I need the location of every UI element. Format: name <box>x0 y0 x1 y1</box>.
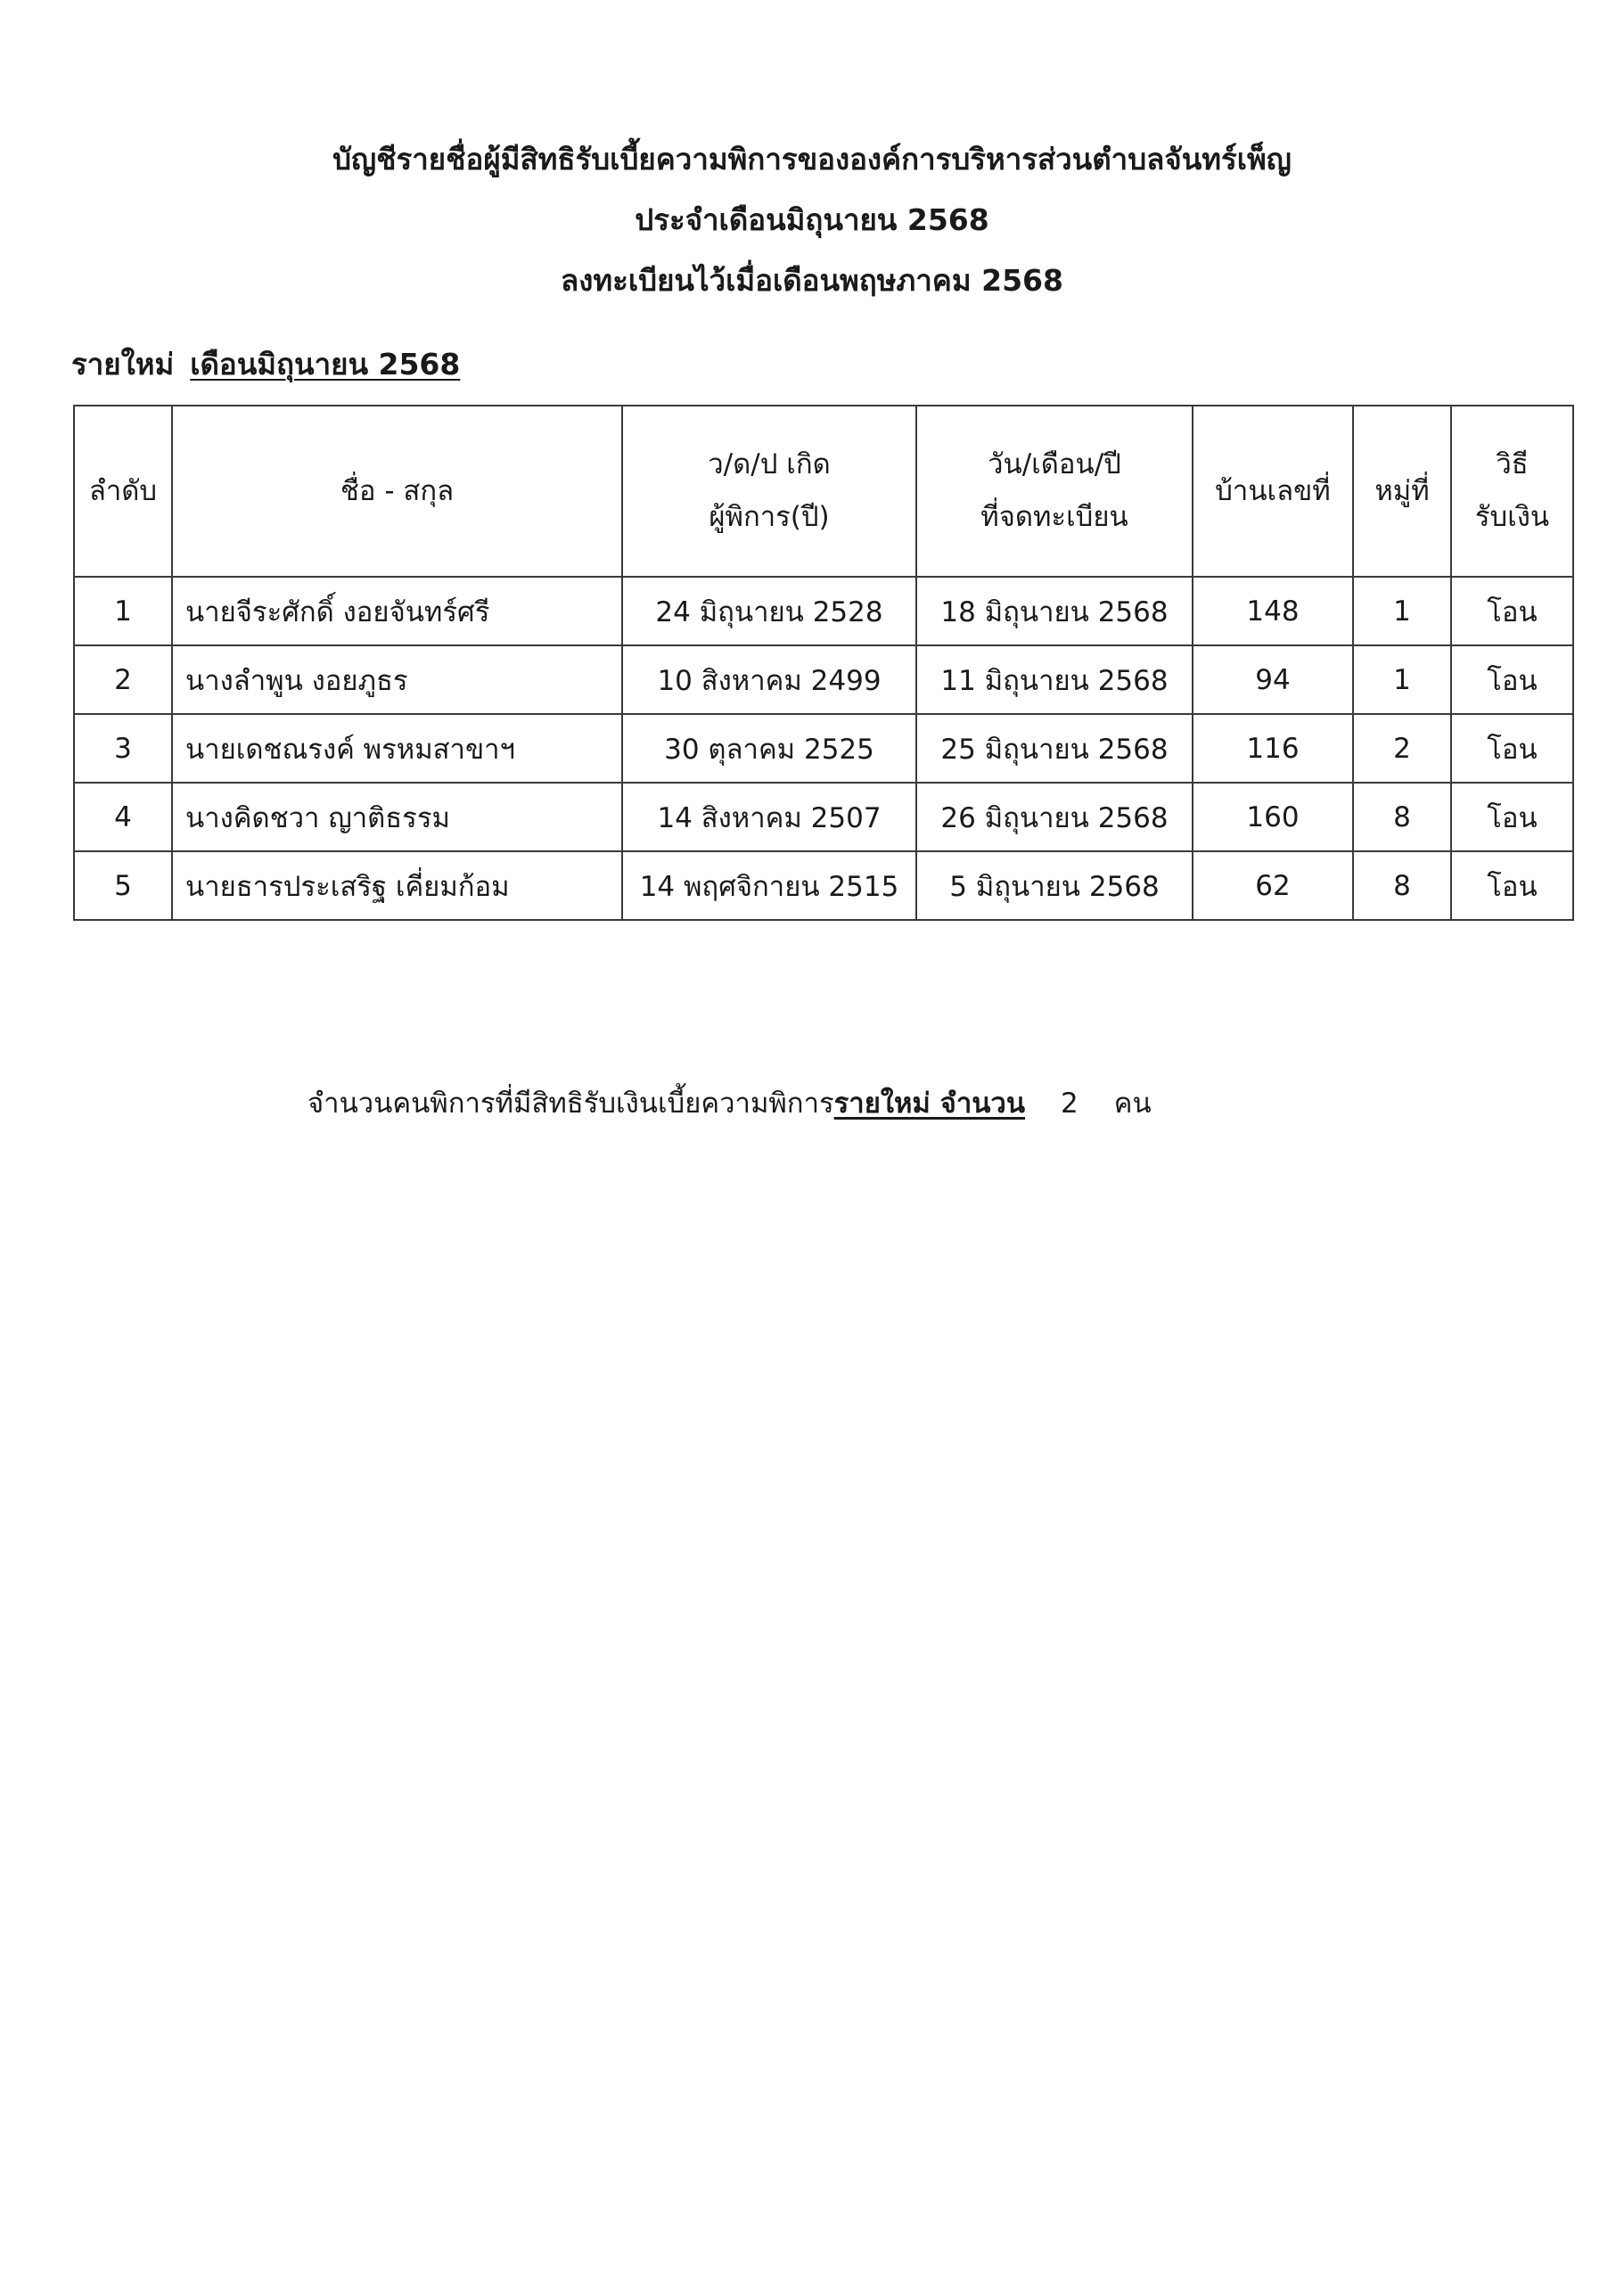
cell-name: นางคิดชวา ญาติธรรม <box>172 783 622 851</box>
cell-moo: 8 <box>1353 851 1451 920</box>
cell-birth-date: 24 มิถุนายน 2528 <box>622 577 916 645</box>
cell-registration-date: 25 มิถุนายน 2568 <box>916 714 1193 783</box>
document-title: บัญชีรายชื่อผู้มีสิทธิรับเบี้ยความพิการขององค์การบริหารส่วนตำบลจันทร์เพ็ญ <box>332 142 1292 176</box>
cell-registration-date: 5 มิถุนายน 2568 <box>916 851 1193 920</box>
section-month: เดือนมิถุนายน 2568 <box>190 347 461 382</box>
cell-payment-method: โอน <box>1451 577 1573 645</box>
cell-no: 1 <box>74 577 172 645</box>
cell-name: นายเดชณรงค์ พรหมสาขาฯ <box>172 714 622 783</box>
summary-count: 2 <box>1061 1088 1079 1120</box>
cell-birth-date: 10 สิงหาคม 2499 <box>622 645 916 714</box>
section-heading <box>71 341 460 388</box>
header-payment-method: วิธี รับเงิน <box>1451 406 1573 577</box>
cell-house-number: 160 <box>1193 783 1353 851</box>
document-subtitle-registered: ลงทะเบียนไว้เมื่อเดือนพฤษภาคม 2568 <box>561 263 1063 298</box>
table-row <box>74 577 1573 645</box>
table-row <box>74 783 1573 851</box>
document-subtitle-month: ประจำเดือนมิถุนายน 2568 <box>635 202 989 237</box>
cell-payment-method: โอน <box>1451 645 1573 714</box>
cell-birth-date: 30 ตุลาคม 2525 <box>622 714 916 783</box>
cell-registration-date: 18 มิถุนายน 2568 <box>916 577 1193 645</box>
summary-line <box>308 1080 1152 1125</box>
cell-registration-date: 11 มิถุนายน 2568 <box>916 645 1193 714</box>
cell-name: นายธารประเสริฐ เคี่ยมก้อม <box>172 851 622 920</box>
header-house-number: บ้านเลขที่ <box>1193 406 1353 577</box>
header-name: ชื่อ - สกุล <box>172 406 622 577</box>
table-row <box>74 851 1573 920</box>
cell-birth-date: 14 สิงหาคม 2507 <box>622 783 916 851</box>
cell-moo: 8 <box>1353 783 1451 851</box>
cell-moo: 1 <box>1353 577 1451 645</box>
header-birth-date: ว/ด/ป เกิด ผู้พิการ(ปี) <box>622 406 916 577</box>
section-label: รายใหม่ <box>71 347 175 382</box>
table-row <box>74 645 1573 714</box>
cell-moo: 2 <box>1353 714 1451 783</box>
header-moo: หมู่ที่ <box>1353 406 1451 577</box>
cell-no: 2 <box>74 645 172 714</box>
table-header-row <box>74 406 1573 577</box>
cell-registration-date: 26 มิถุนายน 2568 <box>916 783 1193 851</box>
header-no: ลำดับ <box>74 406 172 577</box>
cell-house-number: 62 <box>1193 851 1353 920</box>
summary-unit: คน <box>1113 1088 1152 1120</box>
table-row <box>74 714 1573 783</box>
header-registration-date: วัน/เดือน/ปี ที่จดทะเบียน <box>916 406 1193 577</box>
cell-house-number: 148 <box>1193 577 1353 645</box>
summary-new-count-label: รายใหม่ จำนวน <box>833 1088 1026 1120</box>
cell-house-number: 94 <box>1193 645 1353 714</box>
cell-payment-method: โอน <box>1451 714 1573 783</box>
cell-name: นางลำพูน งอยภูธร <box>172 645 622 714</box>
summary-prefix: จำนวนคนพิการที่มีสิทธิรับเงินเบี้ยความพิการ <box>308 1088 834 1120</box>
cell-moo: 1 <box>1353 645 1451 714</box>
cell-no: 4 <box>74 783 172 851</box>
cell-no: 5 <box>74 851 172 920</box>
cell-name: นายจีระศักดิ์ งอยจันทร์ศรี <box>172 577 622 645</box>
cell-no: 3 <box>74 714 172 783</box>
cell-payment-method: โอน <box>1451 783 1573 851</box>
cell-house-number: 116 <box>1193 714 1353 783</box>
cell-birth-date: 14 พฤศจิกายน 2515 <box>622 851 916 920</box>
beneficiary-table <box>73 405 1574 921</box>
cell-payment-method: โอน <box>1451 851 1573 920</box>
